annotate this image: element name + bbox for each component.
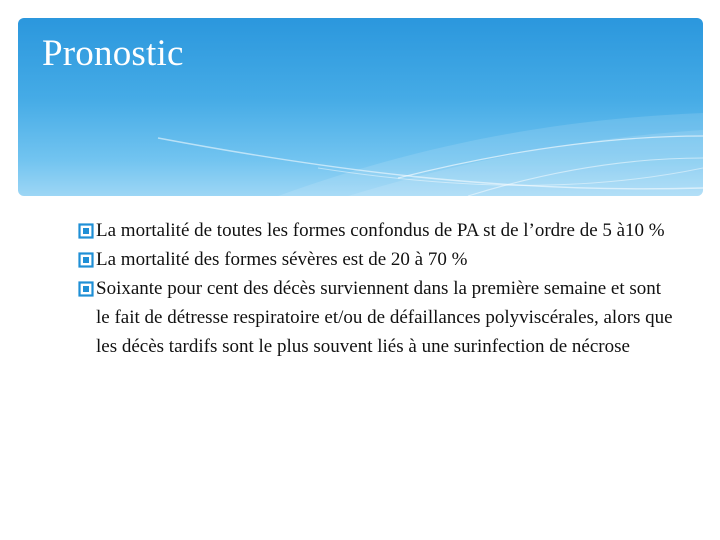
checkbox-square-icon <box>78 223 94 239</box>
bullet-list <box>78 216 678 361</box>
checkbox-square-icon <box>78 252 94 268</box>
slide-title: Pronostic <box>42 33 184 74</box>
bullet-item-1 <box>78 216 678 245</box>
bullet-text: Soixante pour cent des décès surviennent dans la première semaine et sont le fait de détresse respiratoire et/ou de défaillances polyviscérales, alors que les décès tardifs sont le plus souvent liés à une surinfection de nécrose <box>96 278 673 357</box>
bullet-item-2 <box>78 245 678 274</box>
bullet-text: La mortalité des formes sévères est de 20 à 70 % <box>96 249 468 270</box>
checkbox-square-icon <box>78 281 94 297</box>
bullet-item-3 <box>78 274 678 361</box>
title-banner <box>18 18 703 196</box>
bullet-text: La mortalité de toutes les formes confondus de PA st de l’ordre de 5 à10 % <box>96 220 665 241</box>
